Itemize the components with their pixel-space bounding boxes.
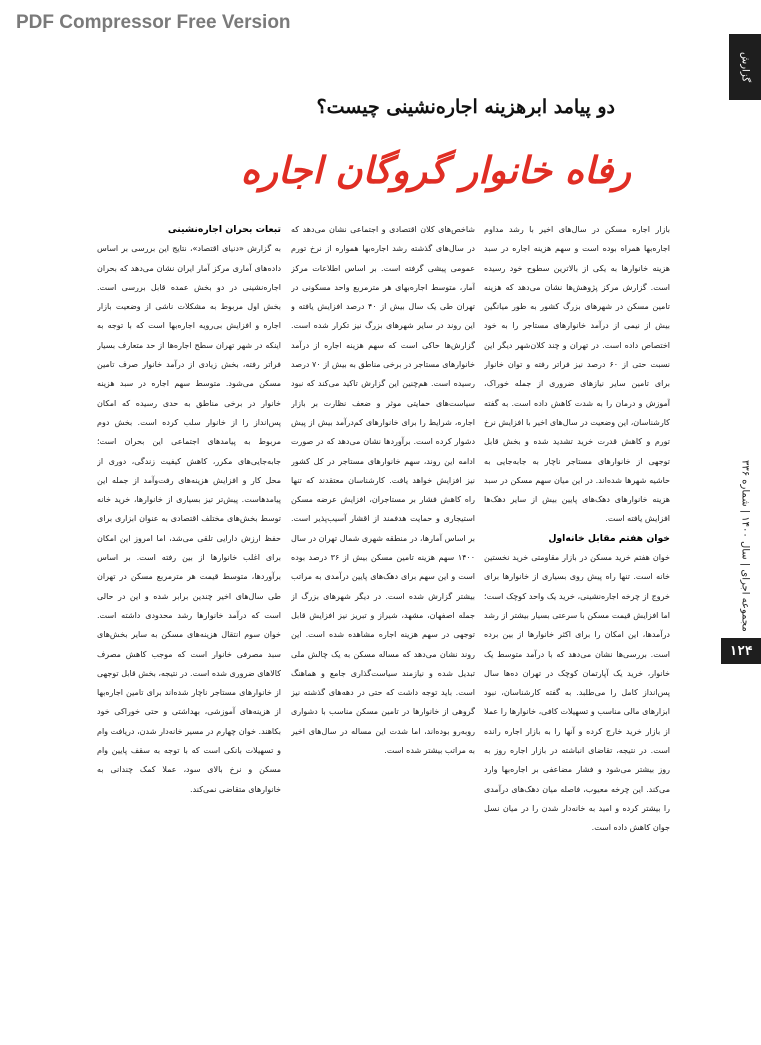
paragraph: شاخص‌های کلان اقتصادی و اجتماعی نشان می‌دهد که در سال‌های گذشته رشد اجاره‌بها همواره از نرخ تورم عمومی پیشی گرفته است. بر اساس اطلاعات مرکز آمار، متوسط اجاره‌بهای هر مترمربع واحد مسکونی در تهران طی یک سال بیش از ۴۰ درصد افزایش یافته و این روند در سایر شهرهای بزرگ نیز تکرار شده است. گزارش‌ها حاکی است که سهم هزینه اجاره از درآمد خانوارهای مستاجر در برخی مناطق به بیش از ۷۰ درصد رسیده است. هم‌چنین این گزارش تاکید می‌کند که نبود سیاست‌های حمایتی موثر و ضعف نظارت بر بازار اجاره، شرایط را برای خانوارهای کم‌درآمد بیش از پیش دشوار کرده است. برآوردها نشان می‌دهد که در صورت ادامه این روند، سهم خانوارهای مستاجر در کل کشور نیز افزایش خواهد یافت. کارشناسان معتقدند که تنها راه کاهش فشار بر مستاجران، افزایش عرضه مسکن استیجاری و حمایت هدفمند از اقشار آسیب‌پذیر است. بر اساس آمارها، در منطقه شهری شمال تهران در سال ۱۴۰۰ سهم هزینه تامین مسکن بیش از ۳۶ درصد بوده است و این سهم برای دهک‌های پایین درآمدی به مراتب بیشتر گزارش شده است. در دیگر شهرهای بزرگ از جمله اصفهان، مشهد، شیراز و تبریز نیز افزایش قابل توجهی در سهم هزینه اجاره مشاهده شده است. این روند نشان می‌دهد که مساله مسکن به یک چالش ملی تبدیل شده و نیازمند سیاست‌گذاری جامع و هماهنگ است. باید توجه داشت که حتی در دهه‌های گذشته نیز گروهی از خانوارها در تامین مسکن مناسب با دشواری روبه‌رو بوده‌اند، اما شدت این مساله در سال‌های اخیر به مراتب بیشتر شده است.	[291, 225, 475, 756]
section-heading: خوان هفتم مقابل خانه‌اول	[548, 532, 670, 544]
text-column-1	[484, 220, 670, 1020]
section-tab: گزارش	[729, 34, 761, 100]
article-title: دو پیامد ابرهزینه اجاره‌نشینی چیست؟	[316, 96, 615, 118]
page-number: ۱۲۴	[721, 638, 761, 664]
text-column-2	[291, 220, 475, 1020]
magazine-side-strip: مجموعه اجرای | سال ۱۴۰۰ | شماره ۳۳۶	[739, 460, 751, 632]
paragraph: خوان هفتم خرید مسکن در بازار مقاومتی خرید نخستین خانه است. تنها راه پیش روی بسیاری از خانوارها برای خروج از چرخه اجاره‌نشینی، خرید یک واحد کوچک است؛ اما افزایش قیمت مسکن با سرعتی بسیار بیشتر از رشد درآمدها، این امکان را برای اکثر خانوارها از بین برده است. بررسی‌ها نشان می‌دهد که با درآمد متوسط یک خانوار، خرید یک آپارتمان کوچک در تهران ده‌ها سال پس‌انداز کامل را می‌طلبد. به گفته کارشناسان، نبود ابزارهای مالی مناسب و تسهیلات کافی، خانوارها را عملا از بازار خرید خارج کرده و آنها را به بازار اجاره رانده است. در نتیجه، تقاضای انباشته در بازار اجاره روز به روز بیشتر می‌شود و فشار مضاعفی بر اجاره‌بها وارد می‌کند. این چرخه معیوب، فاصله میان دهک‌های درآمدی را بیشتر کرده و امید به خانه‌دار شدن را در میان نسل جوان کاهش داده است.	[484, 553, 670, 833]
article-subtitle: رفاه خانوار گروگان اجاره	[240, 148, 631, 192]
text-column-3	[97, 220, 281, 1020]
watermark: PDF Compressor Free Version	[16, 12, 291, 33]
section-heading: تبعات بحران اجاره‌نشینی	[167, 224, 281, 235]
paragraph: به گزارش «دنیای اقتصاد»، نتایج این بررسی بر اساس داده‌های آماری مرکز آمار ایران نشان می‌دهد که بحران اجاره‌نشینی در دو بخش عمده قابل بررسی است. بخش اول مربوط به مشکلات ناشی از وضعیت بازار اجاره و افزایش بی‌رویه اجاره‌بها است که با توجه به اینکه در شهر تهران سطح اجاره‌ها از حد متعارف بسیار فراتر رفته، بخش زیادی از درآمد خانوار صرف تامین مسکن می‌شود. متوسط سهم اجاره در سبد هزینه خانوار در برخی مناطق به حدی رسیده که امکان پس‌انداز را از خانوار سلب کرده است. بخش دوم مربوط به پیامدهای اجتماعی این بحران است؛ جابه‌جایی‌های مکرر، کاهش کیفیت زندگی، دوری از محل کار و افزایش هزینه‌های رفت‌وآمد از جمله این پیامدهاست. پیش‌تر تیز بسیاری از خانوارها، خرید خانه توسط بخش‌های مختلف اقتصادی به عنوان ابزاری برای حفظ ارزش دارایی تلقی می‌شد، اما امروز این امکان برای اغلب خانوارها از بین رفته است. بر اساس برآوردها، متوسط قیمت هر مترمربع مسکن در تهران طی سال‌های اخیر چندین برابر شده و این در حالی است که درآمد خانوارها رشد محدودی داشته است. خوان سوم انتقال هزینه‌های مسکن به سایر بخش‌های سبد مصرفی خانوار است که موجب کاهش مصرف کالاهای ضروری شده است. در نتیجه، بخش قابل توجهی از خانوارهای مستاجر ناچار شده‌اند برای تامین اجاره‌بها از هزینه‌های آموزشی، بهداشتی و حتی خوراکی خود بکاهند. خوان چهارم در مسیر خانه‌دار شدن، دریافت وام و تسهیلات بانکی است که با توجه به سقف پایین وام مسکن و نرخ بالای سود، عملا کمک چندانی به خانوارهای متقاضی نمی‌کند.	[97, 244, 281, 794]
paragraph: بازار اجاره مسکن در سال‌های اخیر با رشد مداوم اجاره‌بها همراه بوده است و سهم هزینه اجاره در سبد هزینه خانوارها به یکی از بالاترین سطوح خود رسیده است. گزارش مرکز پژوهش‌ها نشان می‌دهد که هزینه تامین مسکن در شهرهای بزرگ کشور به طور میانگین بیش از نیمی از درآمد خانوارهای مستاجر را به خود اختصاص داده است. در تهران و چند کلان‌شهر دیگر این نسبت حتی از ۶۰ درصد نیز فراتر رفته و توان خانوار برای تامین سایر نیازهای ضروری از جمله خوراک، آموزش و درمان را به شدت کاهش داده است. به گفته کارشناسان، این وضعیت در سال‌های اخیر با افزایش نرخ تورم و کاهش قدرت خرید تشدید شده و بخش قابل توجهی از خانوارهای مستاجر ناچار به جابه‌جایی به حاشیه شهرها شده‌اند. در این میان سهم مسکن در سبد هزینه خانوارهای دهک‌های پایین بیش از سایر دهک‌ها افزایش یافته است.	[484, 225, 670, 524]
